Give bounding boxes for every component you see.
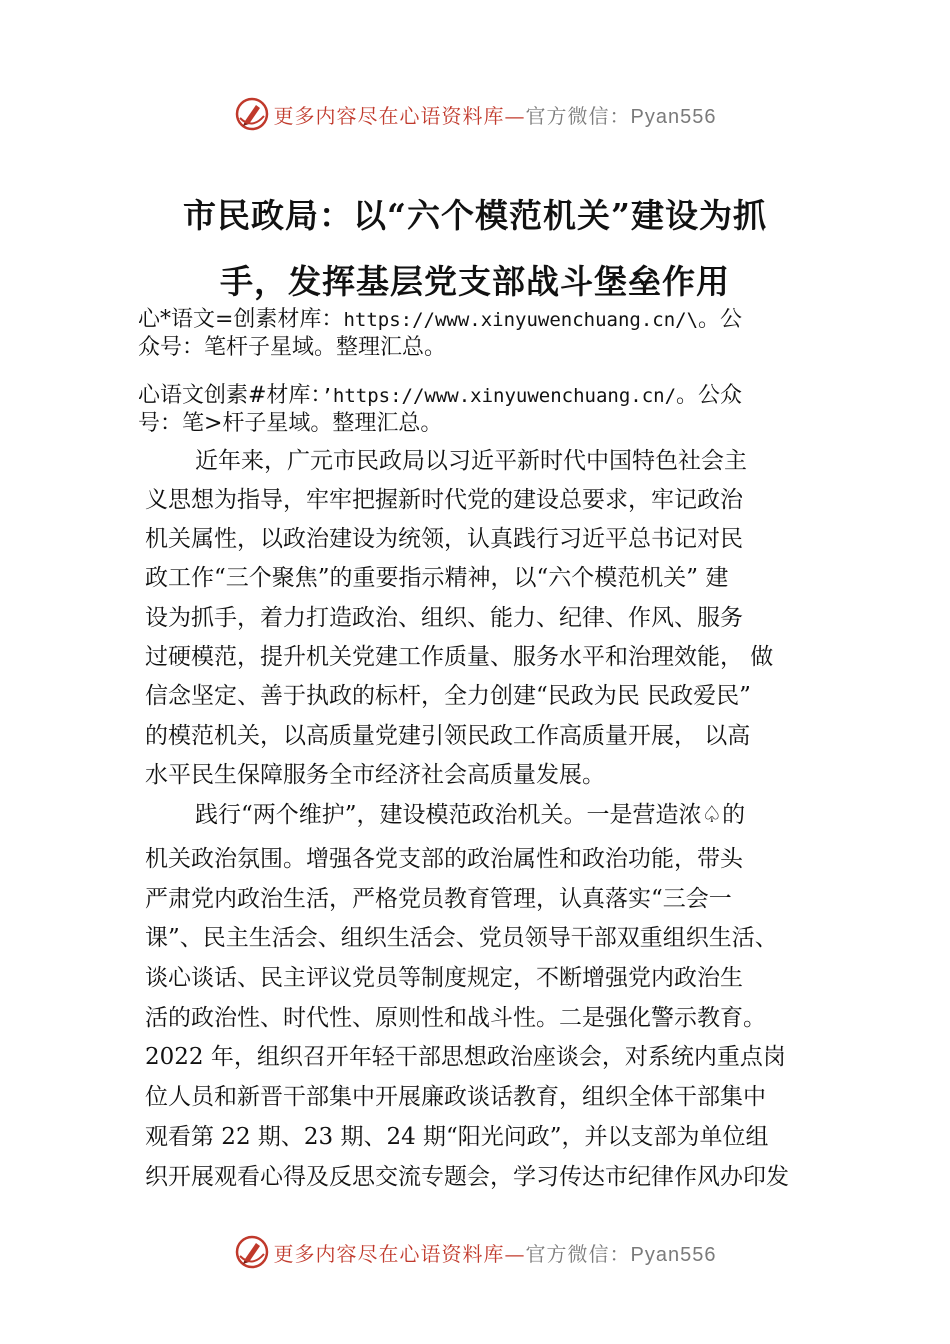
source-note-1-line-2: 众号：笔杆子星域。整理汇总。 xyxy=(138,335,447,360)
document-title-line-2: 手，发挥基层党支部战斗堡垒作用 xyxy=(220,262,730,301)
body-line: 观看第 22 期、23 期、24 期“阳光问政”，并以支部为单位组 xyxy=(145,1124,769,1150)
body-line: 位人员和新晋干部集中开展廉政谈话教育，组织全体干部集中 xyxy=(145,1084,766,1110)
body-line: 织开展观看心得及反思交流专题会，学习传达市纪律作风办印发 xyxy=(145,1164,789,1190)
body-line: 课”、民主生活会、组织生活会、党员领导干部双重组织生活、 xyxy=(145,925,778,951)
body-line: 机关政治氛围。增强各党支部的政治属性和政治功能，带头 xyxy=(145,846,743,872)
body-line: 谈心谈话、民主评议党员等制度规定，不断增强党内政治生 xyxy=(145,965,743,991)
banner-text: 更多内容尽在心语资料库—官方微信：Pyan556 xyxy=(273,1241,717,1266)
document-title-line-1: 市民政局：以“六个模范机关”建设为抓 xyxy=(183,196,767,235)
pen-logo-icon xyxy=(234,96,270,132)
body-line: 政工作“三个聚焦”的重要指示精神，以“六个模范机关” 建 xyxy=(145,565,729,591)
body-line: 义思想为指导，牢牢把握新时代党的建设总要求，牢记政治 xyxy=(145,487,743,513)
body-line: 水平民生保障服务全市经济社会高质量发展。 xyxy=(145,762,605,788)
pen-logo-icon xyxy=(234,1234,270,1270)
body-line: 的模范机关，以高质量党建引领民政工作高质量开展， 以高 xyxy=(145,723,751,749)
source-note-2-line-2: 号：笔>杆子星域。整理汇总。 xyxy=(138,411,443,436)
body-line: 2022 年，组织召开年轻干部思想政治座谈会，对系统内重点岗 xyxy=(145,1044,786,1070)
body-line: 活的政治性、时代性、原则性和战斗性。二是强化警示教育。 xyxy=(145,1005,766,1031)
body-line: 信念坚定、善于执政的标杆，全力创建“民政为民 民政爱民” xyxy=(145,683,751,709)
source-url: https://www.xinyuwenchuang.cn/\ xyxy=(343,309,699,331)
body-line: 严肃党内政治生活，严格党员教育管理，认真落实“三会一 xyxy=(145,886,732,912)
footer-banner xyxy=(0,1232,950,1272)
header-banner xyxy=(0,94,950,134)
source-note-2-line-1: 心语文创素#材库：’https://www.xinyuwenchuang.cn/。公众 xyxy=(138,383,743,408)
body-line: 机关属性，以政治建设为统领，认真践行习近平总书记对民 xyxy=(145,526,743,552)
banner-text: 更多内容尽在心语资料库—官方微信：Pyan556 xyxy=(273,103,717,128)
source-note-1-line-1: 心*语文=创素材库：https://www.xinyuwenchuang.cn/\。公 xyxy=(138,307,743,332)
body-line: 践行“两个维护”，建设模范政治机关。一是营造浓♤的 xyxy=(195,802,746,828)
body-line: 过硬模范，提升机关党建工作质量、服务水平和治理效能， 做 xyxy=(145,644,774,670)
body-line: 设为抓手，着力打造政治、组织、能力、纪律、作风、服务 xyxy=(145,605,743,631)
body-line: 近年来，广元市民政局以习近平新时代中国特色社会主 xyxy=(195,448,747,474)
source-url: ’https://www.xinyuwenchuang.cn/ xyxy=(321,385,677,407)
